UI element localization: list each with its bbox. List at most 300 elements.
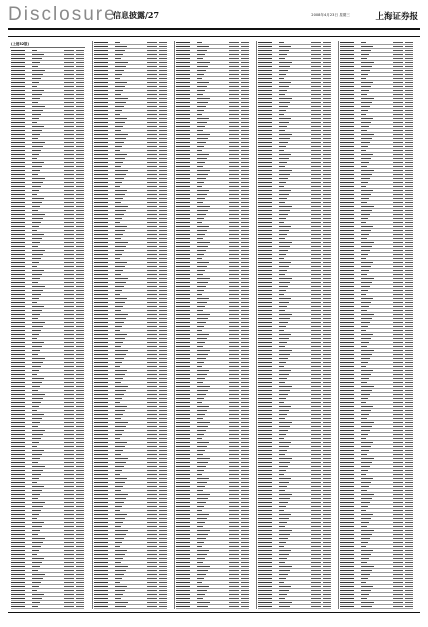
cell-text-placeholder [176, 330, 190, 331]
cell-text-placeholder [176, 582, 190, 583]
cell-text-placeholder [32, 74, 43, 75]
cell-text-placeholder [176, 298, 190, 299]
cell-text-placeholder [340, 458, 354, 459]
cell-text-placeholder [147, 186, 157, 187]
cell-text-placeholder [405, 426, 413, 427]
cell-text-placeholder [393, 122, 403, 123]
cell-text-placeholder [64, 302, 74, 303]
cell-text-placeholder [323, 234, 331, 235]
cell-text-placeholder [241, 582, 249, 583]
cell-text-placeholder [76, 210, 84, 211]
page-title [113, 10, 159, 21]
cell-text-placeholder [279, 470, 286, 471]
cell-text-placeholder [229, 318, 239, 319]
cell-text-placeholder [258, 442, 272, 443]
cell-text-placeholder [393, 418, 403, 419]
cell-text-placeholder [241, 434, 249, 435]
cell-text-placeholder [311, 354, 321, 355]
cell-text-placeholder [197, 522, 205, 523]
cell-text-placeholder [94, 150, 108, 151]
cell-text-placeholder [229, 138, 239, 139]
cell-text-placeholder [11, 330, 25, 331]
cell-text-placeholder [361, 194, 371, 195]
cell-text-placeholder [159, 370, 167, 371]
cell-text-placeholder [258, 578, 272, 579]
cell-text-placeholder [32, 334, 39, 335]
cell-text-placeholder [393, 410, 403, 411]
cell-text-placeholder [115, 490, 121, 491]
cell-text-placeholder [147, 510, 157, 511]
cell-text-placeholder [229, 218, 239, 219]
cell-text-placeholder [64, 138, 74, 139]
cell-text-placeholder [311, 70, 321, 71]
cell-text-placeholder [393, 454, 403, 455]
cell-text-placeholder [197, 54, 205, 55]
cell-text-placeholder [11, 158, 25, 159]
cell-text-placeholder [147, 182, 157, 183]
cell-text-placeholder [258, 246, 272, 247]
cell-text-placeholder [279, 410, 289, 411]
cell-text-placeholder [311, 502, 321, 503]
cell-text-placeholder [229, 70, 239, 71]
cell-text-placeholder [159, 258, 167, 259]
cell-text-placeholder [361, 226, 373, 227]
cell-text-placeholder [258, 426, 272, 427]
cell-text-placeholder [405, 534, 413, 535]
cell-text-placeholder [405, 102, 413, 103]
cell-text-placeholder [32, 414, 44, 415]
cell-text-placeholder [279, 262, 291, 263]
cell-text-placeholder [11, 206, 25, 207]
cell-text-placeholder [258, 54, 272, 55]
cell-text-placeholder [361, 238, 367, 239]
cell-text-placeholder [405, 486, 413, 487]
cell-text-placeholder [279, 514, 291, 515]
cell-text-placeholder [76, 458, 84, 459]
cell-text-placeholder [147, 134, 157, 135]
cell-text-placeholder [393, 278, 403, 279]
cell-text-placeholder [229, 578, 239, 579]
cell-text-placeholder [279, 406, 291, 407]
cell-text-placeholder [405, 434, 413, 435]
cell-text-placeholder [393, 58, 403, 59]
cell-text-placeholder [241, 42, 249, 43]
cell-text-placeholder [32, 502, 45, 503]
cell-text-placeholder [361, 202, 367, 203]
cell-text-placeholder [147, 594, 157, 595]
cell-text-placeholder [361, 534, 372, 535]
cell-text-placeholder [94, 526, 108, 527]
cell-text-placeholder [94, 542, 108, 543]
cell-text-placeholder [76, 554, 84, 555]
cell-text-placeholder [361, 470, 368, 471]
cell-text-placeholder [32, 562, 42, 563]
cell-text-placeholder [159, 442, 167, 443]
cell-text-placeholder [159, 166, 167, 167]
cell-text-placeholder [340, 390, 354, 391]
cell-text-placeholder [64, 282, 74, 283]
cell-text-placeholder [340, 578, 354, 579]
cell-text-placeholder [115, 150, 120, 151]
cell-text-placeholder [176, 466, 190, 467]
cell-text-placeholder [147, 102, 157, 103]
cell-text-placeholder [311, 218, 321, 219]
cell-text-placeholder [340, 146, 354, 147]
cell-text-placeholder [64, 154, 74, 155]
cell-text-placeholder [115, 278, 128, 279]
cell-text-placeholder [340, 166, 354, 167]
cell-text-placeholder [176, 178, 190, 179]
cell-text-placeholder [159, 130, 167, 131]
cell-text-placeholder [176, 74, 190, 75]
cell-text-placeholder [393, 138, 403, 139]
cell-text-placeholder [229, 490, 239, 491]
cell-text-placeholder [197, 302, 207, 303]
cell-text-placeholder [323, 498, 331, 499]
cell-text-placeholder [405, 562, 413, 563]
cell-text-placeholder [64, 222, 74, 223]
cell-text-placeholder [393, 334, 403, 335]
cell-text-placeholder [159, 50, 167, 51]
cell-text-placeholder [11, 602, 25, 603]
cell-text-placeholder [258, 542, 272, 543]
cell-text-placeholder [258, 466, 272, 467]
cell-text-placeholder [340, 366, 354, 367]
cell-text-placeholder [159, 446, 167, 447]
cell-text-placeholder [361, 102, 372, 103]
cell-text-placeholder [258, 162, 272, 163]
cell-text-placeholder [176, 346, 190, 347]
cell-text-placeholder [393, 314, 403, 315]
cell-text-placeholder [340, 570, 354, 571]
cell-text-placeholder [323, 62, 331, 63]
cell-text-placeholder [323, 258, 331, 259]
cell-text-placeholder [94, 98, 108, 99]
cell-text-placeholder [64, 242, 74, 243]
cell-text-placeholder [115, 182, 122, 183]
cell-text-placeholder [176, 222, 190, 223]
cell-text-placeholder [159, 530, 167, 531]
cell-text-placeholder [340, 326, 354, 327]
cell-text-placeholder [311, 494, 321, 495]
cell-text-placeholder [94, 130, 108, 131]
cell-text-placeholder [393, 166, 403, 167]
cell-text-placeholder [311, 322, 321, 323]
cell-text-placeholder [361, 198, 369, 199]
cell-text-placeholder [147, 302, 157, 303]
cell-text-placeholder [361, 182, 368, 183]
cell-text-placeholder [147, 422, 157, 423]
cell-text-placeholder [32, 186, 41, 187]
cell-text-placeholder [176, 546, 190, 547]
cell-text-placeholder [393, 446, 403, 447]
cell-text-placeholder [76, 54, 84, 55]
cell-text-placeholder [115, 598, 121, 599]
cell-text-placeholder [311, 386, 321, 387]
cell-text-placeholder [176, 326, 190, 327]
cell-text-placeholder [197, 590, 207, 591]
cell-text-placeholder [340, 58, 354, 59]
cell-text-placeholder [241, 394, 249, 395]
cell-text-placeholder [323, 586, 331, 587]
cell-text-placeholder [393, 178, 403, 179]
cell-text-placeholder [197, 130, 203, 131]
cell-text-placeholder [147, 394, 157, 395]
cell-text-placeholder [94, 266, 108, 267]
cell-text-placeholder [147, 590, 157, 591]
cell-text-placeholder [229, 494, 239, 495]
cell-text-placeholder [361, 402, 366, 403]
cell-text-placeholder [94, 174, 108, 175]
cell-text-placeholder [64, 54, 74, 55]
cell-text-placeholder [241, 190, 249, 191]
cell-text-placeholder [115, 290, 122, 291]
cell-text-placeholder [393, 134, 403, 135]
cell-text-placeholder [258, 498, 272, 499]
cell-text-placeholder [64, 366, 74, 367]
cell-text-placeholder [76, 490, 84, 491]
cell-text-placeholder [258, 458, 272, 459]
cell-text-placeholder [393, 518, 403, 519]
cell-text-placeholder [64, 182, 74, 183]
cell-text-placeholder [241, 154, 249, 155]
cell-text-placeholder [64, 122, 74, 123]
cell-text-placeholder [311, 94, 321, 95]
cell-text-placeholder [115, 230, 125, 231]
cell-text-placeholder [32, 110, 43, 111]
cell-text-placeholder [197, 346, 203, 347]
cell-text-placeholder [32, 66, 38, 67]
cell-text-placeholder [241, 446, 249, 447]
cell-text-placeholder [361, 222, 366, 223]
cell-text-placeholder [147, 566, 157, 567]
cell-text-placeholder [323, 42, 331, 43]
cell-text-placeholder [361, 406, 373, 407]
cell-text-placeholder [76, 362, 84, 363]
cell-text-placeholder [147, 574, 157, 575]
cell-text-placeholder [197, 50, 207, 51]
cell-text-placeholder [11, 170, 25, 171]
cell-text-placeholder [393, 530, 403, 531]
cell-text-placeholder [197, 418, 203, 419]
cell-text-placeholder [258, 150, 272, 151]
cell-text-placeholder [229, 470, 239, 471]
cell-text-placeholder [176, 262, 190, 263]
cell-text-placeholder [176, 290, 190, 291]
cell-text-placeholder [76, 582, 84, 583]
cell-text-placeholder [176, 98, 190, 99]
cell-text-placeholder [32, 446, 37, 447]
cell-text-placeholder [32, 430, 45, 431]
cell-text-placeholder [393, 206, 403, 207]
cell-text-placeholder [147, 242, 157, 243]
cell-text-placeholder [76, 158, 84, 159]
cell-text-placeholder [393, 158, 403, 159]
cell-text-placeholder [159, 234, 167, 235]
cell-text-placeholder [241, 458, 249, 459]
cell-text-placeholder [32, 470, 43, 471]
cell-text-placeholder [76, 222, 84, 223]
cell-text-placeholder [229, 586, 239, 587]
cell-text-placeholder [393, 210, 403, 211]
cell-text-placeholder [323, 514, 331, 515]
cell-text-placeholder [94, 178, 108, 179]
cell-text-placeholder [94, 362, 108, 363]
cell-text-placeholder [94, 402, 108, 403]
cell-text-placeholder [241, 186, 249, 187]
cell-text-placeholder [311, 430, 321, 431]
cell-text-placeholder [32, 410, 37, 411]
table-row [258, 605, 331, 609]
cell-text-placeholder [197, 526, 203, 527]
cell-text-placeholder [176, 282, 190, 283]
cell-text-placeholder [241, 246, 249, 247]
cell-text-placeholder [311, 66, 321, 67]
cell-text-placeholder [361, 142, 370, 143]
cell-text-placeholder [176, 214, 190, 215]
cell-text-placeholder [147, 518, 157, 519]
cell-text-placeholder [147, 522, 157, 523]
cell-text-placeholder [64, 202, 74, 203]
cell-text-placeholder [361, 510, 366, 511]
cell-text-placeholder [11, 58, 25, 59]
cell-text-placeholder [147, 54, 157, 55]
cell-text-placeholder [197, 142, 206, 143]
cell-text-placeholder [311, 538, 321, 539]
cell-text-placeholder [197, 222, 202, 223]
cell-text-placeholder [361, 66, 372, 67]
cell-text-placeholder [393, 246, 403, 247]
cell-text-placeholder [94, 486, 108, 487]
cell-text-placeholder [311, 134, 321, 135]
cell-text-placeholder [241, 78, 249, 79]
cell-text-placeholder [147, 370, 157, 371]
cell-text-placeholder [229, 270, 239, 271]
cell-text-placeholder [197, 606, 208, 607]
cell-text-placeholder [258, 598, 272, 599]
cell-text-placeholder [229, 398, 239, 399]
cell-text-placeholder [115, 322, 124, 323]
cell-text-placeholder [393, 498, 403, 499]
cell-text-placeholder [147, 62, 157, 63]
cell-text-placeholder [241, 238, 249, 239]
cell-text-placeholder [279, 182, 286, 183]
cell-text-placeholder [229, 590, 239, 591]
cell-text-placeholder [241, 234, 249, 235]
cell-text-placeholder [229, 62, 239, 63]
cell-text-placeholder [393, 54, 403, 55]
cell-text-placeholder [393, 538, 403, 539]
cell-text-placeholder [258, 114, 272, 115]
cell-text-placeholder [311, 594, 321, 595]
cell-text-placeholder [229, 198, 239, 199]
cell-text-placeholder [340, 378, 354, 379]
cell-text-placeholder [176, 338, 190, 339]
cell-text-placeholder [176, 258, 190, 259]
cell-text-placeholder [76, 326, 84, 327]
cell-text-placeholder [405, 214, 413, 215]
cell-text-placeholder [32, 438, 41, 439]
cell-text-placeholder [11, 302, 25, 303]
cell-text-placeholder [340, 270, 354, 271]
cell-text-placeholder [340, 266, 354, 267]
cell-text-placeholder [147, 558, 157, 559]
cell-text-placeholder [323, 158, 331, 159]
cell-text-placeholder [64, 390, 74, 391]
cell-text-placeholder [340, 278, 354, 279]
cell-text-placeholder [393, 218, 403, 219]
cell-text-placeholder [405, 482, 413, 483]
cell-text-placeholder [159, 490, 167, 491]
cell-text-placeholder [64, 402, 74, 403]
cell-text-placeholder [159, 274, 167, 275]
cell-text-placeholder [361, 254, 368, 255]
cell-text-placeholder [241, 430, 249, 431]
cell-text-placeholder [405, 502, 413, 503]
cell-text-placeholder [361, 554, 371, 555]
cell-text-placeholder [32, 590, 37, 591]
cell-text-placeholder [323, 46, 331, 47]
cell-text-placeholder [115, 54, 123, 55]
cell-text-placeholder [361, 458, 374, 459]
cell-text-placeholder [229, 122, 239, 123]
cell-text-placeholder [258, 90, 272, 91]
cell-text-placeholder [323, 238, 331, 239]
cell-text-placeholder [159, 586, 167, 587]
cell-text-placeholder [323, 306, 331, 307]
title-text: 信息披露 [113, 10, 145, 20]
cell-text-placeholder [32, 366, 41, 367]
cell-text-placeholder [311, 294, 321, 295]
cell-text-placeholder [176, 570, 190, 571]
cell-text-placeholder [279, 154, 291, 155]
cell-text-placeholder [11, 310, 25, 311]
cell-text-placeholder [279, 106, 288, 107]
table-row [176, 605, 249, 609]
cell-text-placeholder [11, 138, 25, 139]
cell-text-placeholder [115, 186, 120, 187]
cell-text-placeholder [11, 442, 25, 443]
cell-text-placeholder [64, 78, 74, 79]
cell-text-placeholder [11, 382, 25, 383]
cell-text-placeholder [340, 422, 354, 423]
cell-text-placeholder [340, 334, 354, 335]
cell-text-placeholder [241, 570, 249, 571]
cell-text-placeholder [11, 74, 25, 75]
section-name: Disclosure [8, 4, 117, 25]
cell-text-placeholder [32, 234, 44, 235]
cell-text-placeholder [258, 106, 272, 107]
cell-text-placeholder [76, 358, 84, 359]
cell-text-placeholder [229, 354, 239, 355]
cell-text-placeholder [361, 474, 366, 475]
cell-text-placeholder [361, 78, 366, 79]
cell-text-placeholder [258, 158, 272, 159]
cell-text-placeholder [279, 310, 285, 311]
cell-text-placeholder [94, 154, 108, 155]
cell-text-placeholder [147, 378, 157, 379]
cell-text-placeholder [176, 154, 190, 155]
cell-text-placeholder [279, 462, 290, 463]
cell-text-placeholder [241, 306, 249, 307]
cell-text-placeholder [159, 542, 167, 543]
cell-text-placeholder [340, 598, 354, 599]
cell-text-placeholder [279, 86, 289, 87]
cell-text-placeholder [64, 146, 74, 147]
cell-text-placeholder [279, 606, 290, 607]
cell-text-placeholder [340, 350, 354, 351]
cell-text-placeholder [64, 350, 74, 351]
